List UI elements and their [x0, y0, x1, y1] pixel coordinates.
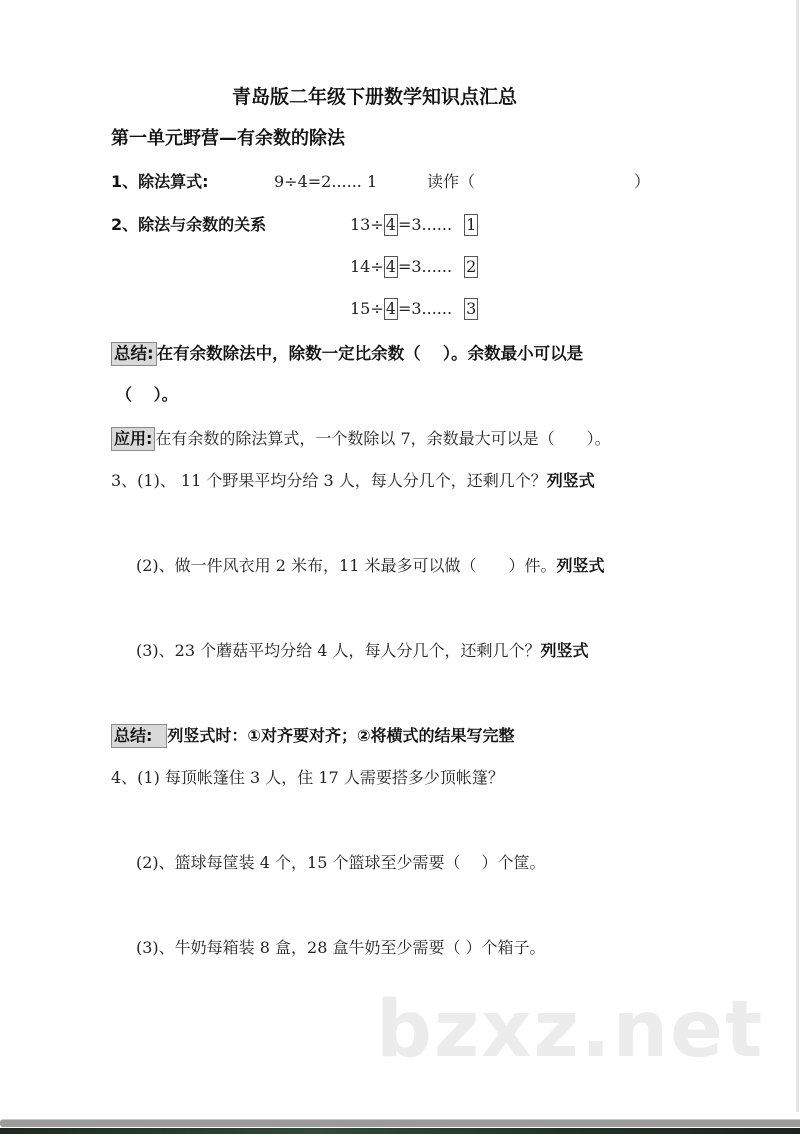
item-2-label-text: 2、除法与余数的关系 — [111, 215, 267, 234]
item-1-close-paren: ） — [634, 172, 651, 191]
dividend: 13÷ — [350, 215, 384, 234]
summary-label: 总结: — [111, 724, 167, 748]
summary-1-text: 在有余数除法中，除数一定比余数（ ）。余数最小可以是 — [156, 344, 584, 363]
item-4-question-3: (3)、牛奶每箱装 8 盒，28 盒牛奶至少需要（ ）个箱子。 — [136, 938, 546, 957]
application-label: 应用: — [111, 427, 155, 451]
item-4-question-1: 4、(1) 每顶帐篷住 3 人，住 17 人需要搭多少顶帐篷？ — [111, 768, 504, 787]
desktop-background-strip — [0, 1128, 800, 1134]
vertical-form-label: 列竖式 — [546, 471, 595, 490]
vertical-form-label: 列竖式 — [540, 641, 589, 660]
remainder-box: 3 — [466, 299, 477, 318]
item-1-label: 1、除法算式: — [111, 172, 209, 191]
dividend: 14÷ — [350, 257, 384, 276]
item-4-question-2: (2)、篮球每筐装 4 个，15 个篮球至少需要（ ）个筐。 — [136, 853, 546, 872]
application-text: 在有余数的除法算式，一个数除以 7，余数最大可以是（ ）。 — [155, 429, 611, 448]
summary-label: 总结: — [111, 342, 157, 366]
relation-row-3 — [350, 298, 478, 320]
summary-2 — [111, 724, 515, 748]
quotient: =3...... — [397, 299, 453, 318]
item-3-question-1 — [111, 470, 595, 492]
divisor-box: 4 — [385, 299, 396, 318]
summary-2-text: 列竖式时：①对齐要对齐；②将横式的结果写完整 — [167, 726, 515, 745]
divisor-box: 4 — [385, 215, 396, 234]
item-1-read-as: 读作（ — [427, 172, 476, 191]
question-text: (3)、23 个蘑菇平均分给 4 人，每人分几个，还剩几个？ — [136, 641, 541, 660]
unit-heading: 第一单元野营—有余数的除法 — [111, 128, 345, 149]
watermark: bzxz.net — [376, 985, 765, 1075]
question-text: 3、(1)、 11 个野果平均分给 3 人，每人分几个，还剩几个？ — [111, 471, 547, 490]
item-1 — [111, 171, 209, 193]
document-title: 青岛版二年级下册数学知识点汇总 — [232, 86, 518, 108]
item-2-label — [111, 214, 266, 236]
summary-1-line-2: （ ）。 — [116, 385, 178, 404]
quotient: =3...... — [397, 215, 453, 234]
dividend: 15÷ — [350, 299, 384, 318]
divisor-box: 4 — [385, 257, 396, 276]
remainder-box: 1 — [466, 215, 477, 234]
vertical-form-label: 列竖式 — [556, 556, 605, 575]
question-text: (2)、做一件风衣用 2 米布，11 米最多可以做（ ）件。 — [136, 556, 557, 575]
quotient: =3...... — [397, 257, 453, 276]
relation-row-1 — [350, 214, 478, 236]
item-1-expression: 9÷4=2...... 1 — [274, 172, 378, 191]
application — [111, 427, 611, 451]
relation-row-2 — [350, 256, 478, 278]
remainder-box: 2 — [466, 257, 477, 276]
item-3-question-3 — [136, 640, 588, 662]
item-3-question-2 — [136, 555, 604, 577]
summary-1 — [111, 342, 583, 366]
horizontal-scrollbar[interactable] — [0, 1119, 800, 1127]
